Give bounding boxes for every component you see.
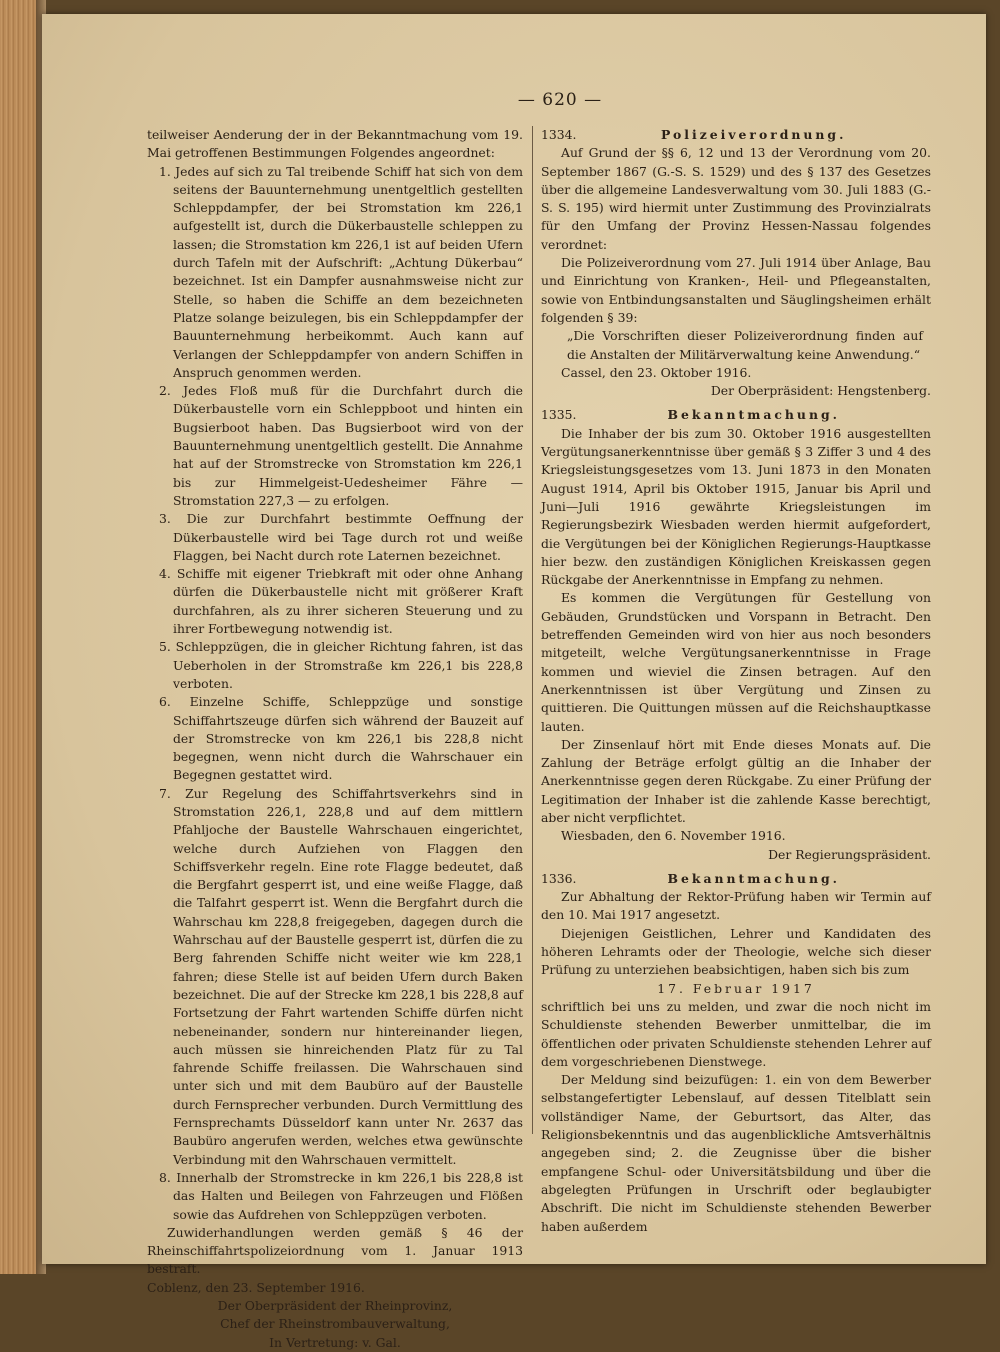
section-header-1336 <box>541 870 931 888</box>
list-item: 7. Zur Regelung des Schiffahrtsverkehrs sind in Stromstation 226,1, 228,8 und auf dem mittlern Pfahljoche der Baustelle Wahrschauen eingerichtet, welche durch Aufziehen von Flaggen den Schiffsverkehr regeln. Eine rote Flagge bedeutet, daß die Bergfahrt gesperrt ist, und eine weiße Flagge, daß die Talfahrt gesperrt ist. Wenn die Bergfahrt durch die Wahrschau km 228,8 freigegeben, dagegen durch die Wahrschau auf der Baustelle gesperrt ist, dürfen die zu Berg fahrenden Schiffe nicht weiter wie km 228,1 fahren; diese Stelle ist auf beiden Ufern durch Baken bezeichnet. Die auf der Strecke km 228,1 bis 228,8 auf Fortsetzung der Fahrt wartenden Schiffe dürfen nicht nebeneinander, sondern nur hintereinander liegen, auch müssen sie hinreichenden Platz für zu Tal fahrende Schiffe freilassen. Die Wahrschauen sind unter sich und mit dem Baubüro auf der Baustelle durch Fernsprecher verbunden. Durch Vermittlung des Fernsprechamts Düsseldorf kann unter Nr. 2637 das Baubüro angerufen werden, welches etwa gewünschte Verbindung mit den Wahrschauen vermittelt. <box>159 785 523 1167</box>
signature-line: In Vertretung: v. Gal. <box>269 1334 401 1350</box>
paragraph: Die Inhaber der bis zum 30. Oktober 1916 ausgestellten Vergütungsanerkenntnisse über gemäß § 3 Ziffer 3 und 4 des Kriegsleistungsgesetzes vom 13. Juni 1873 in den Monaten August 1914, April bis Oktober 1915, Januar bis April und Juni—Juli 1916 gewährte Kriegsleistungen im Regierungsbezirk Wiesbaden werden hiermit aufgefordert, die Vergütungen bei der Königlichen Regierungs-Hauptkasse hier bezw. den zuständigen Königlichen Kreiskassen gegen Rückgabe der Anerkenntnisse in Empfang zu nehmen. <box>541 425 931 588</box>
paragraph: Es kommen die Vergütungen für Gestellung von Gebäuden, Grundstücken und Vorspann in Betracht. Den betreffenden Gemeinden wird von hier aus noch besonders mitgeteilt, welche Vergütungsanerkenntnisse in Frage kommen und wieviel die Zinsen betragen. Auf den Anerkenntnissen ist über Vergütung und Zinsen zu quittieren. Die Quittungen müssen auf die Reichshauptkasse lauten. <box>541 590 931 734</box>
list-item: 8. Innerhalb der Stromstrecke in km 226,1 bis 228,8 ist das Halten und Beilegen von Fahrzeugen und Flößen sowie das Aufdrehen von Schleppzügen verboten. <box>159 1169 523 1222</box>
section-title: Polizeiverordnung. <box>661 127 847 142</box>
paragraph: schriftlich bei uns zu melden, und zwar die noch nicht im Schuldienste stehenden Bewerber unmittelbar, die im öffentlichen oder privaten Schuldienste stehenden Lehrer auf dem vorgeschriebenen Dienstwege. <box>541 998 931 1069</box>
quoted-paragraph: „Die Vorschriften dieser Polizeiverordnung finden auf die Anstalten der Militärverwaltung keine Anwendung.“ <box>567 328 923 362</box>
section-header-1335 <box>541 406 931 424</box>
closing-paragraph: Zuwiderhandlungen werden gemäß § 46 der Rheinschiffahrtspolizeiordnung vom 1. Januar 1913 bestraft. <box>147 1224 523 1277</box>
place-date: Wiesbaden, den 6. November 1916. <box>561 828 786 844</box>
section-title: Bekanntmachung. <box>667 407 840 423</box>
left-intro: teilweiser Aenderung der in der Bekanntmachung vom 19. Mai getroffenen Bestimmungen Folgendes angeordnet: <box>147 127 523 161</box>
paragraph: Zur Abhaltung der Rektor-Prüfung haben wir Termin auf den 10. Mai 1917 angesetzt. <box>541 889 931 923</box>
right-column <box>541 126 931 1236</box>
paragraph: Diejenigen Geistlichen, Lehrer und Kandidaten des höheren Lehramts oder der Theologie, welche sich dieser Prüfung zu unterziehen beabsichtigen, haben sich bis zum <box>541 925 931 978</box>
section-number: 1334. <box>541 127 577 142</box>
signature-line: Der Oberpräsident: Hengstenberg. <box>710 383 931 399</box>
paragraph: Der Meldung sind beizufügen: 1. ein von dem Bewerber selbstangefertigter Lebenslauf, auf dessen Titelblatt sein vollständiger Name, der Geburtsort, das Alter, das Religionsbekenntnis und das augenblickliche Amtsverhältnis angegeben sind; 2. die Zeugnisse über die bisher empfangene Schul- oder Universitätsbildung und über die abgelegten Prüfungen in Urschrift oder beglaubigter Abschrift. Die nicht im Schuldienste stehenden Bewerber haben außerdem <box>541 1072 931 1234</box>
list-item: 3. Die zur Durchfahrt bestimmte Oeffnung der Dükerbaustelle wird bei Tage durch rot und weiße Flaggen, bei Nacht durch rote Laternen bezeichnet. <box>159 511 523 563</box>
left-column <box>147 126 523 1352</box>
section-number: 1336. <box>541 870 577 886</box>
signature-line: Chef der Rheinstrombauverwaltung, <box>220 1316 450 1332</box>
paragraph: Auf Grund der §§ 6, 12 und 13 der Verordnung vom 20. September 1867 (G.-S. S. 1529) und des § 137 des Gesetzes über die allgemeine Landesverwaltung vom 30. Juli 1883 (G.-S. S. 195) wird hiermit unter Zustimmung des Provinzialrats für den Umfang der Provinz Hessen-Nassau folgendes verordnet: <box>541 145 931 252</box>
section-number: 1335. <box>541 407 577 423</box>
list-item: 6. Einzelne Schiffe, Schleppzüge und sonstige Schiffahrtszeuge dürfen sich während der Bauzeit auf der Stromstrecke von km 226,1 bis 228,8 nicht begegnen, wenn nicht durch die Wahrschauer ein Begegnen gestattet wird. <box>159 694 523 783</box>
date-line: 17. Februar 1917 <box>657 980 815 996</box>
section-header-1334 <box>541 126 931 144</box>
column-divider <box>532 126 533 1134</box>
list-item: 5. Schleppzügen, die in gleicher Richtung fahren, ist das Ueberholen in der Stromstraße km 226,1 bis 228,8 verboten. <box>159 639 523 691</box>
list-item: 2. Jedes Floß muß für die Durchfahrt durch die Dükerbaustelle vorn ein Schleppboot und hinten ein Bugsierboot haben. Das Bugsierboot wird von der Bauunternehmung unentgeltlich gestellt. Die Annahme hat auf der Stromstrecke von Stromstation km 226,1 bis zur Himmelgeist-Uedesheimer Fähre — Stromstation 227,3 — zu erfolgen. <box>159 383 523 508</box>
place-date: Cassel, den 23. Oktober 1916. <box>561 364 752 380</box>
list-item: 4. Schiffe mit eigener Triebkraft mit oder ohne Anhang dürfen die Dükerbaustelle nicht mit größerer Kraft durchfahren, als zu ihrer sicheren Steuerung und zu ihrer Fortbewegung notwendig ist. <box>159 566 523 637</box>
signature-line: Der Oberpräsident der Rheinprovinz, <box>217 1298 453 1313</box>
page-number: — 620 — <box>517 90 603 110</box>
book-page-edges <box>0 0 38 1274</box>
paragraph: Die Polizeiverordnung vom 27. Juli 1914 über Anlage, Bau und Einrichtung von Kranken-, Heil- und Pflegeanstalten, sowie von Entbindungsanstalten und Säuglingsheimen erhält folgenden § 39: <box>541 255 931 325</box>
place-date: Coblenz, den 23. September 1916. <box>147 1279 365 1295</box>
section-title: Bekanntmachung. <box>667 870 840 886</box>
signature-line: Der Regierungspräsident. <box>768 846 931 862</box>
paragraph: Der Zinsenlauf hört mit Ende dieses Monats auf. Die Zahlung der Beträge erfolgt gültig an die Inhaber der Anerkenntnisse gegen deren Rückgabe. Zu einer Prüfung der Legitimation der Inhaber ist die zahlende Kasse berechtigt, aber nicht verpflichtet. <box>541 736 931 825</box>
list-item: 1. Jedes auf sich zu Tal treibende Schiff hat sich von dem seitens der Bauunternehmung unentgeltlich gestellten Schleppdampfer, der bei Stromstation km 226,1 aufgestellt ist, durch die Dükerbaustelle schleppen zu lassen; die Stromstation km 226,1 ist auf beiden Ufern durch Tafeln mit der Aufschrift: „Achtung Dükerbau“ bezeichnet. Ist ein Dampfer ausnahmsweise nicht zur Stelle, so haben die Schiffe an dem bezeichneten Platze solange beizulegen, bis ein Schleppdampfer der Bauunternehmung herbeikommt. Auch kann auf Verlangen der Schleppdampfer von andern Schiffen in Anspruch genommen werden. <box>159 163 523 380</box>
